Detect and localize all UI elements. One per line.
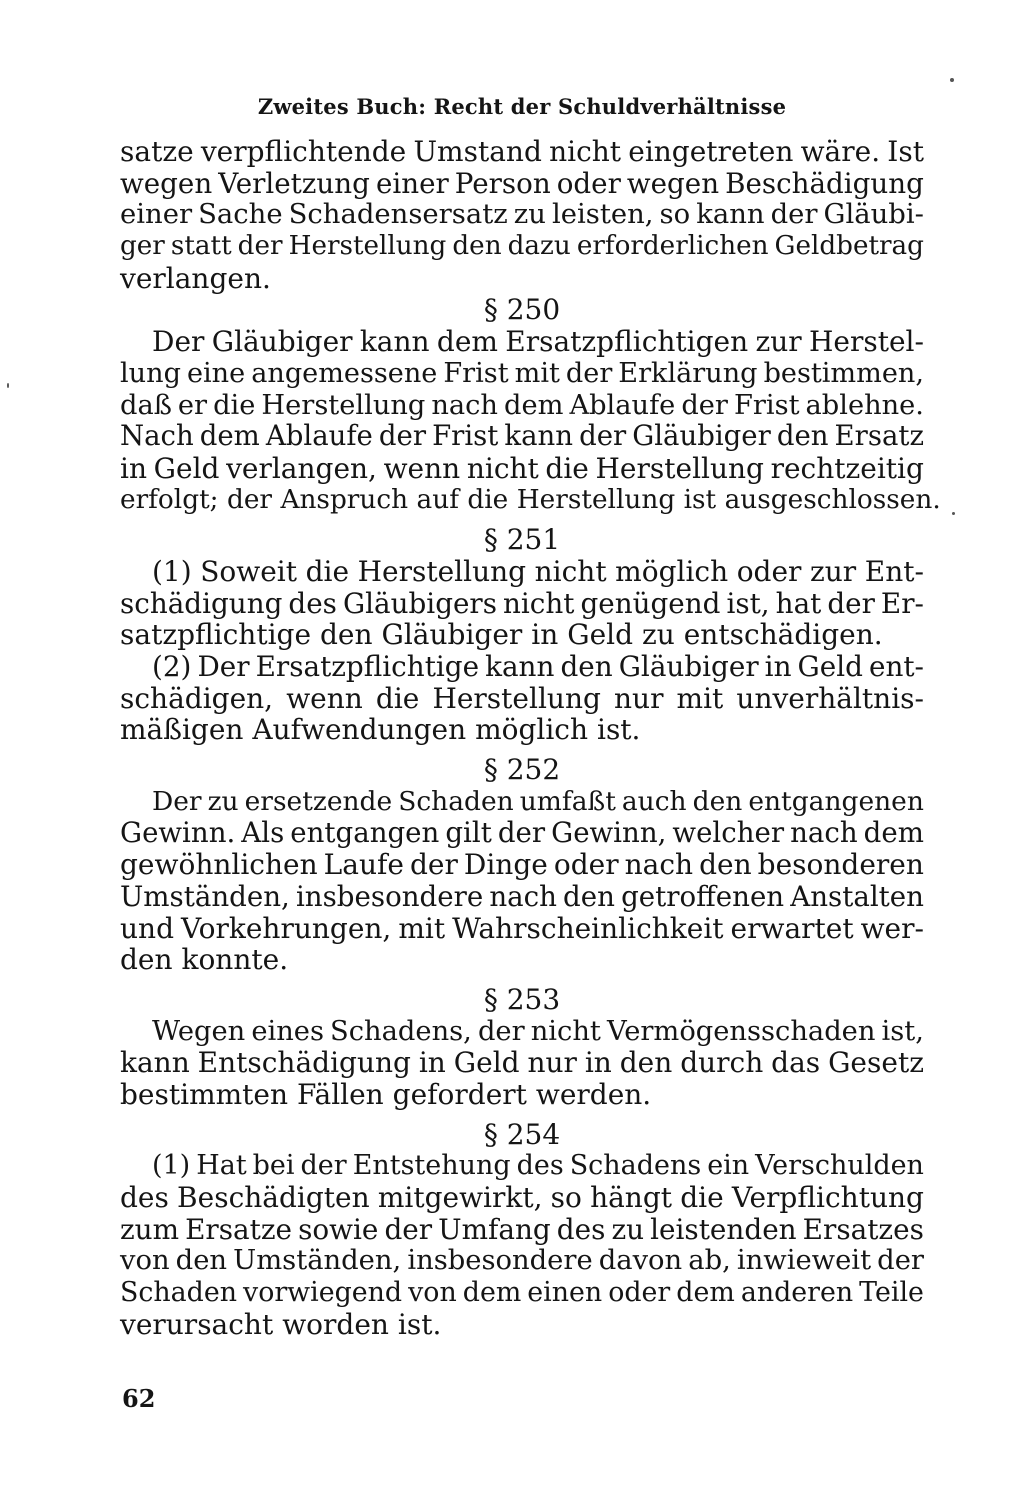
text-line: gewöhnlichen Laufe der Dinge oder nach den besonderen (120, 848, 924, 882)
paragraph (120, 325, 941, 516)
text-line: zum Ersatze sowie der Umfang des zu leistenden Ersatzes (120, 1212, 924, 1246)
print-speck (7, 383, 9, 388)
paragraph (120, 556, 924, 651)
section-heading: § 251 (483, 523, 561, 557)
text-line: Schaden vorwiegend von dem einen oder dem anderen Teile (120, 1277, 924, 1309)
text-line: verursacht worden ist. (120, 1307, 442, 1341)
text-line: kann Entschädigung in Geld nur in den durch das Gesetz (120, 1046, 924, 1080)
section-heading: § 254 (483, 1117, 561, 1151)
text-line: den konnte. (120, 943, 289, 977)
section-heading: § 250 (483, 293, 561, 327)
page-number: 62 (122, 1384, 156, 1413)
text-line: daß er die Herstellung nach dem Ablaufe der Frist ablehne. (120, 389, 924, 421)
print-speck (952, 512, 955, 515)
text-line: mäßigen Aufwendungen möglich ist. (120, 713, 641, 747)
section-heading: § 252 (483, 753, 561, 787)
text-line: Gewinn. Als entgangen gilt der Gewinn, welcher nach dem (120, 816, 924, 850)
print-speck (950, 78, 954, 82)
text-line: Wegen eines Schadens, der nicht Vermögensschaden ist, (152, 1015, 924, 1047)
text-line: von den Umständen, insbesondere davon ab, inwieweit der (120, 1245, 924, 1277)
text-line: Umständen, insbesondere nach den getroffenen Anstalten (120, 879, 924, 913)
text-line: verlangen. (120, 261, 271, 295)
text-line: Der zu ersetzende Schaden umfaßt auch den entgangenen (152, 785, 924, 817)
text-line: lung eine angemessene Frist mit der Erklärung bestimmen, (120, 357, 924, 389)
section-heading: § 253 (483, 982, 561, 1016)
text-line: satzpflichtige den Gläubiger in Geld zu entschädigen. (120, 618, 883, 652)
paragraph (120, 651, 924, 746)
text-line: (1) Soweit die Herstellung nicht möglich oder zur Ent- (152, 554, 924, 588)
text-line: und Vorkehrungen, mit Wahrscheinlichkeit erwartet wer- (120, 911, 924, 945)
text-line: erfolgt; der Anspruch auf die Herstellung ist ausgeschlossen. (120, 484, 941, 515)
text-line: in Geld verlangen, wenn nicht die Herstellung rechtzeitig (120, 451, 924, 485)
paragraph (120, 1016, 924, 1111)
text-line: einer Sache Schadensersatz zu leisten, so kann der Gläubi- (120, 199, 924, 231)
body-text (120, 135, 941, 1341)
paragraph (120, 1150, 924, 1340)
running-head: Zweites Buch: Recht der Schuldverhältnisse (257, 94, 787, 119)
text-line: Der Gläubiger kann dem Ersatzpflichtigen zur Herstel- (152, 325, 924, 359)
text-line: ger statt der Herstellung den dazu erforderlichen Geldbetrag (120, 231, 924, 262)
text-line: des Beschädigten mitgewirkt, so hängt die Verpflichtung (120, 1181, 924, 1214)
text-line: schädigen, wenn die Herstellung nur mit unverhältnis- (120, 681, 924, 715)
text-line: (2) Der Ersatzpflichtige kann den Gläubiger in Geld ent- (152, 650, 924, 683)
paragraph (120, 786, 924, 976)
text-line: bestimmten Fällen gefordert werden. (120, 1077, 652, 1111)
paragraph (120, 136, 924, 294)
text-line: (1) Hat bei der Entstehung des Schadens ein Verschulden (152, 1150, 924, 1182)
text-line: wegen Verletzung einer Person oder wegen Beschädigung (120, 166, 924, 200)
text-line: Nach dem Ablaufe der Frist kann der Gläubiger den Ersatz (120, 420, 924, 453)
text-line: schädigung des Gläubigers nicht genügend ist, hat der Er- (120, 586, 924, 620)
text-line: satze verpflichtende Umstand nicht eingetreten wäre. Ist (120, 135, 924, 168)
